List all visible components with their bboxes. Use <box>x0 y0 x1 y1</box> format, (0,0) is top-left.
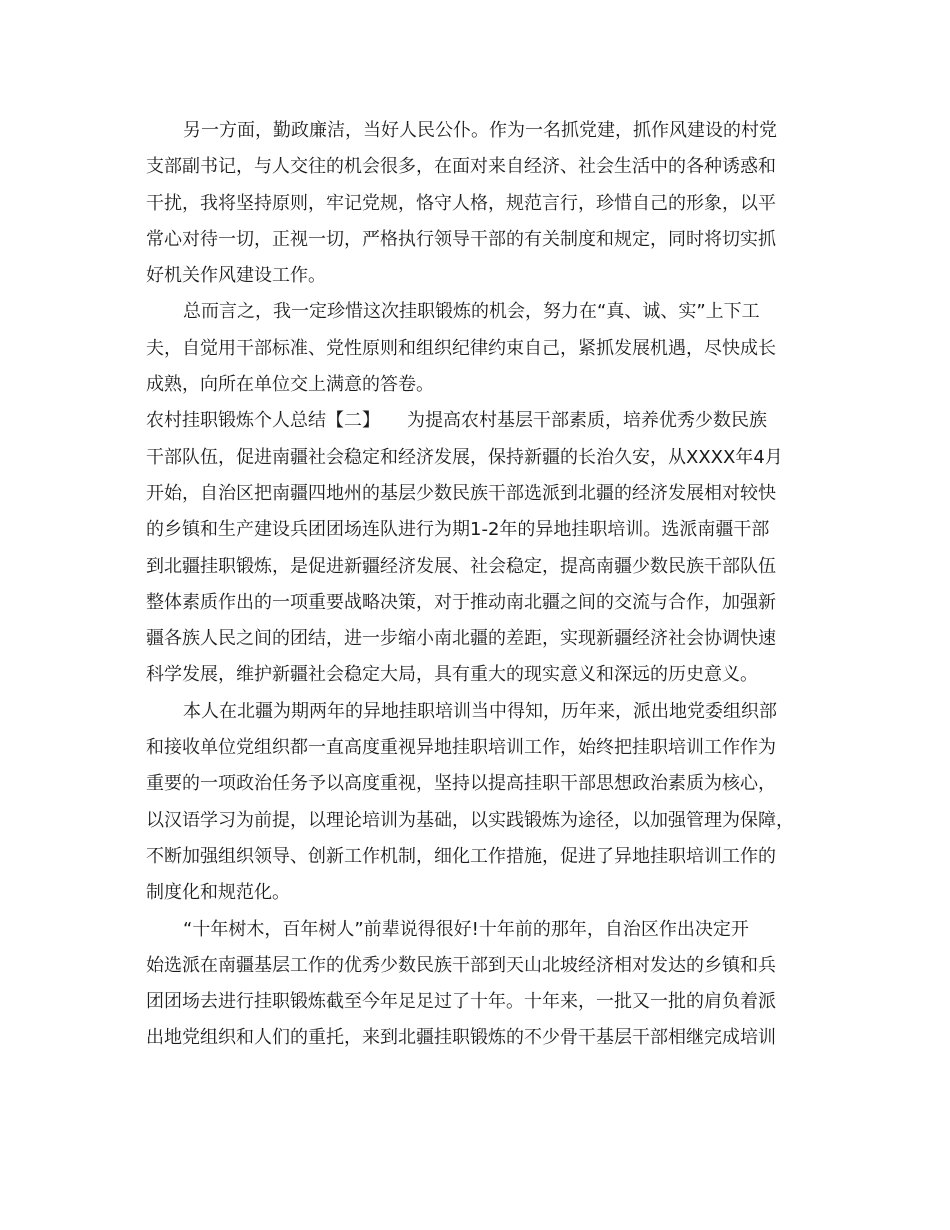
text-line: 常心对待一切，正视一切，严格执行领导干部的有关制度和规定，同时将切实抓 <box>146 228 776 250</box>
text-line: 科学发展，维护新疆社会稳定大局，具有重大的现实意义和深远的历史意义。 <box>146 664 758 686</box>
text-line: 的乡镇和生产建设兵团团场连队进行为期1-2年的异地挂职培训。选派南疆干部 <box>146 519 770 541</box>
text-line: “十年树木，百年树人”前辈说得很好!十年前的那年，自治区作出决定开 <box>183 918 749 940</box>
text-line: 制度化和规范化。 <box>146 882 290 904</box>
text-line: 开始，自治区把南疆四地州的基层少数民族干部选派到北疆的经济发展相对较快 <box>146 482 776 504</box>
text-line: 成熟，向所在单位交上满意的答卷。 <box>146 374 434 396</box>
text-line: 总而言之，我一定珍惜这次挂职锻炼的机会，努力在“真、诚、实”上下工 <box>183 301 760 323</box>
text-line: 始选派在南疆基层工作的优秀少数民族干部到天山北坡经济相对发达的乡镇和兵 <box>146 954 776 976</box>
text-line: 和接收单位党组织都一直高度重视异地挂职培训工作，始终把挂职培训工作作为 <box>146 737 776 759</box>
text-line: 不断加强组织领导、创新工作机制，细化工作措施，促进了异地挂职培训工作的 <box>146 845 776 867</box>
document-body <box>146 113 811 1057</box>
text-line: 干扰，我将坚持原则，牢记党规，恪守人格，规范言行，珍惜自己的形象，以平 <box>146 192 776 214</box>
text-line: 团团场去进行挂职锻炼截至今年足足过了十年。十年来，一批又一批的肩负着派 <box>146 991 776 1013</box>
text-line: 干部队伍，促进南疆社会稳定和经济发展，保持新疆的长治久安，从XXXX年4月 <box>146 446 783 468</box>
text-line: 到北疆挂职锻炼，是促进新疆经济发展、社会稳定，提高南疆少数民族干部队伍 <box>146 555 776 577</box>
text-line: 支部副书记，与人交往的机会很多，在面对来自经济、社会生活中的各种诱惑和 <box>146 156 776 178</box>
text-line: 重要的一项政治任务予以高度重视，坚持以提高挂职干部思想政治素质为核心， <box>146 773 776 795</box>
text-line: 以汉语学习为前提，以理论培训为基础，以实践锻炼为途径，以加强管理为保障， <box>146 809 794 831</box>
text-line: 出地党组织和人们的重托，来到北疆挂职锻炼的不少骨干基层干部相继完成培训 <box>146 1027 776 1049</box>
text-line: 夫，自觉用干部标准、党性原则和组织纪律约束自己，紧抓发展机遇，尽快成长 <box>146 337 776 359</box>
text-line: 本人在北疆为期两年的异地挂职培训当中得知，历年来，派出地党委组织部 <box>183 700 777 722</box>
text-line: 疆各族人民之间的团结，进一步缩小南北疆的差距，实现新疆经济社会协调快速 <box>146 628 776 650</box>
text-line: 另一方面，勤政廉洁，当好人民公仆。作为一名抓党建，抓作风建设的村党 <box>183 120 777 141</box>
text-line: 农村挂职锻炼个人总结【二】 为提高农村基层干部素质，培养优秀少数民族 <box>146 410 767 432</box>
text-line: 整体素质作出的一项重要战略决策，对于推动南北疆之间的交流与合作，加强新 <box>146 591 776 613</box>
text-line: 好机关作风建设工作。 <box>146 265 326 287</box>
